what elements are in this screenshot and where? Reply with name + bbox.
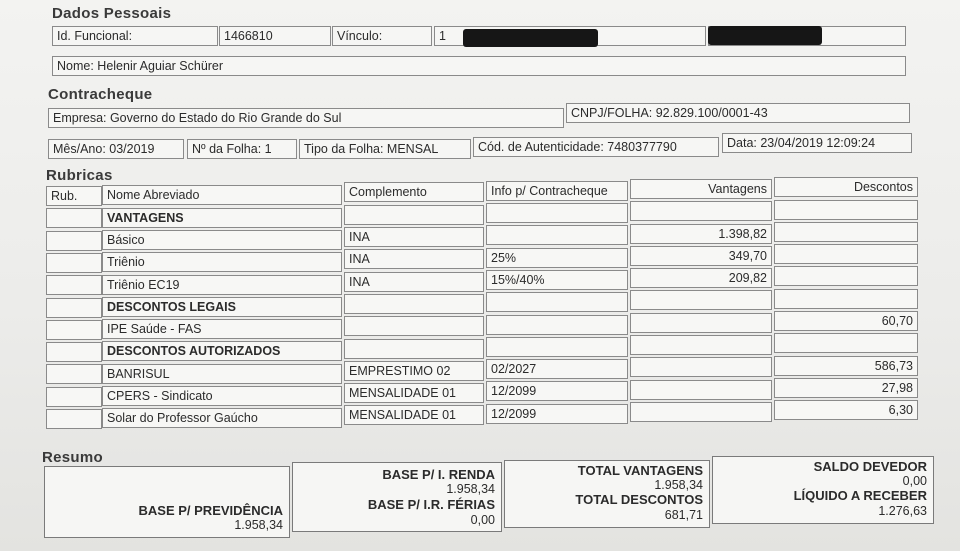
section-title-dados-pessoais: Dados Pessoais xyxy=(52,5,172,22)
empresa-field: Empresa: Governo do Estado do Rio Grande do Sul xyxy=(48,108,564,128)
cell-vant xyxy=(630,402,772,422)
total-vantagens-value: 1.958,34 xyxy=(654,478,703,492)
cell-vant xyxy=(630,201,772,221)
cell-desc xyxy=(774,222,918,242)
tipo-folha-field: Tipo da Folha: MENSAL xyxy=(299,139,471,159)
resumo-box-ir xyxy=(292,462,502,532)
header-nome-abreviado: Nome Abreviado xyxy=(102,185,342,205)
cell-vant xyxy=(630,335,772,355)
nome-field: Nome: Helenir Aguiar Schürer xyxy=(52,56,906,76)
base-previdencia-label: BASE P/ PREVIDÊNCIA xyxy=(138,503,283,518)
cell-comp: INA xyxy=(344,249,484,269)
header-descontos: Descontos xyxy=(774,177,918,197)
cell-desc: 586,73 xyxy=(774,356,918,376)
redaction-bar xyxy=(708,26,822,45)
cell-vant xyxy=(630,313,772,333)
cell-desc xyxy=(774,289,918,309)
num-folha-field: Nº da Folha: 1 xyxy=(187,139,297,159)
cell-desc: 6,30 xyxy=(774,400,918,420)
cell-vant: 1.398,82 xyxy=(630,224,772,244)
mes-ano-field: Mês/Ano: 03/2019 xyxy=(48,139,184,159)
liquido-receber-label: LÍQUIDO A RECEBER xyxy=(793,488,927,503)
saldo-devedor-value: 0,00 xyxy=(902,474,927,488)
cell-comp xyxy=(344,205,484,225)
base-ir-renda-label: BASE P/ I. RENDA xyxy=(382,467,495,482)
cell-vant xyxy=(630,380,772,400)
base-previdencia-value: 1.958,34 xyxy=(234,518,283,532)
cell-info xyxy=(486,292,628,312)
cnpj-field: CNPJ/FOLHA: 92.829.100/0001-43 xyxy=(566,103,910,123)
id-funcional-label: Id. Funcional: xyxy=(52,26,218,46)
base-ir-ferias-value: 0,00 xyxy=(470,513,495,527)
cell-nome: DESCONTOS LEGAIS xyxy=(102,297,342,317)
cell-comp: MENSALIDADE 01 xyxy=(344,405,484,425)
cell-comp xyxy=(344,294,484,314)
rub-cell xyxy=(46,253,102,273)
cell-comp: INA xyxy=(344,227,484,247)
vinculo-value: 1 xyxy=(434,26,706,46)
id-funcional-value: 1466810 xyxy=(219,26,331,46)
base-ir-renda-value: 1.958,34 xyxy=(446,482,495,496)
cell-nome: Triênio xyxy=(102,252,342,272)
total-descontos-value: 681,71 xyxy=(664,508,703,522)
rub-cell xyxy=(46,298,102,318)
total-descontos-label: TOTAL DESCONTOS xyxy=(575,492,703,507)
cell-vant: 349,70 xyxy=(630,246,772,266)
cell-desc xyxy=(774,266,918,286)
section-title-rubricas: Rubricas xyxy=(46,167,113,184)
cell-comp: EMPRESTIMO 02 xyxy=(344,361,484,381)
cod-autenticidade-field: Cód. de Autenticidade: 7480377790 xyxy=(473,137,719,157)
cell-desc: 60,70 xyxy=(774,311,918,331)
data-field: Data: 23/04/2019 12:09:24 xyxy=(722,133,912,153)
cell-nome: IPE Saúde - FAS xyxy=(102,319,342,339)
cell-comp xyxy=(344,339,484,359)
cell-vant xyxy=(630,357,772,377)
section-title-resumo: Resumo xyxy=(42,449,103,466)
cell-desc: 27,98 xyxy=(774,378,918,398)
cell-info xyxy=(486,337,628,357)
cell-info: 12/2099 xyxy=(486,404,628,424)
rub-cell xyxy=(46,320,102,340)
header-vantagens: Vantagens xyxy=(630,179,772,199)
rub-cell xyxy=(46,275,102,295)
total-vantagens-label: TOTAL VANTAGENS xyxy=(577,463,703,478)
cell-nome: DESCONTOS AUTORIZADOS xyxy=(102,341,342,361)
saldo-devedor-label: SALDO DEVEDOR xyxy=(813,459,927,474)
cell-info: 25% xyxy=(486,248,628,268)
cell-comp: MENSALIDADE 01 xyxy=(344,383,484,403)
rub-cell xyxy=(46,231,102,251)
header-info: Info p/ Contracheque xyxy=(486,181,628,201)
cell-desc xyxy=(774,200,918,220)
cell-nome: Triênio EC19 xyxy=(102,275,342,295)
header-rub: Rub. xyxy=(46,186,102,206)
cell-nome: CPERS - Sindicato xyxy=(102,386,342,406)
cell-info: 15%/40% xyxy=(486,270,628,290)
resumo-box-previdencia xyxy=(44,466,290,538)
cell-info xyxy=(486,225,628,245)
base-ir-ferias-label: BASE P/ I.R. FÉRIAS xyxy=(367,497,495,512)
cell-info: 02/2027 xyxy=(486,359,628,379)
cell-nome: Básico xyxy=(102,230,342,250)
rub-cell xyxy=(46,342,102,362)
cell-nome: VANTAGENS xyxy=(102,208,342,228)
cell-nome: Solar do Professor Gaúcho xyxy=(102,408,342,428)
liquido-receber-value: 1.276,63 xyxy=(878,504,927,518)
cell-vant xyxy=(630,290,772,310)
resumo-box-saldo xyxy=(712,456,934,524)
resumo-box-totais xyxy=(504,460,710,528)
rub-cell xyxy=(46,387,102,407)
cell-desc xyxy=(774,244,918,264)
cell-comp: INA xyxy=(344,272,484,292)
rub-cell xyxy=(46,409,102,429)
cell-info: 12/2099 xyxy=(486,381,628,401)
cell-nome: BANRISUL xyxy=(102,364,342,384)
rub-cell xyxy=(46,208,102,228)
cell-vant: 209,82 xyxy=(630,268,772,288)
cell-comp xyxy=(344,316,484,336)
redaction-bar xyxy=(463,29,598,47)
header-complemento: Complemento xyxy=(344,182,484,202)
section-title-contracheque: Contracheque xyxy=(48,86,153,103)
rub-cell xyxy=(46,364,102,384)
cell-info xyxy=(486,203,628,223)
cell-desc xyxy=(774,333,918,353)
vinculo-label: Vínculo: xyxy=(332,26,432,46)
cell-info xyxy=(486,315,628,335)
